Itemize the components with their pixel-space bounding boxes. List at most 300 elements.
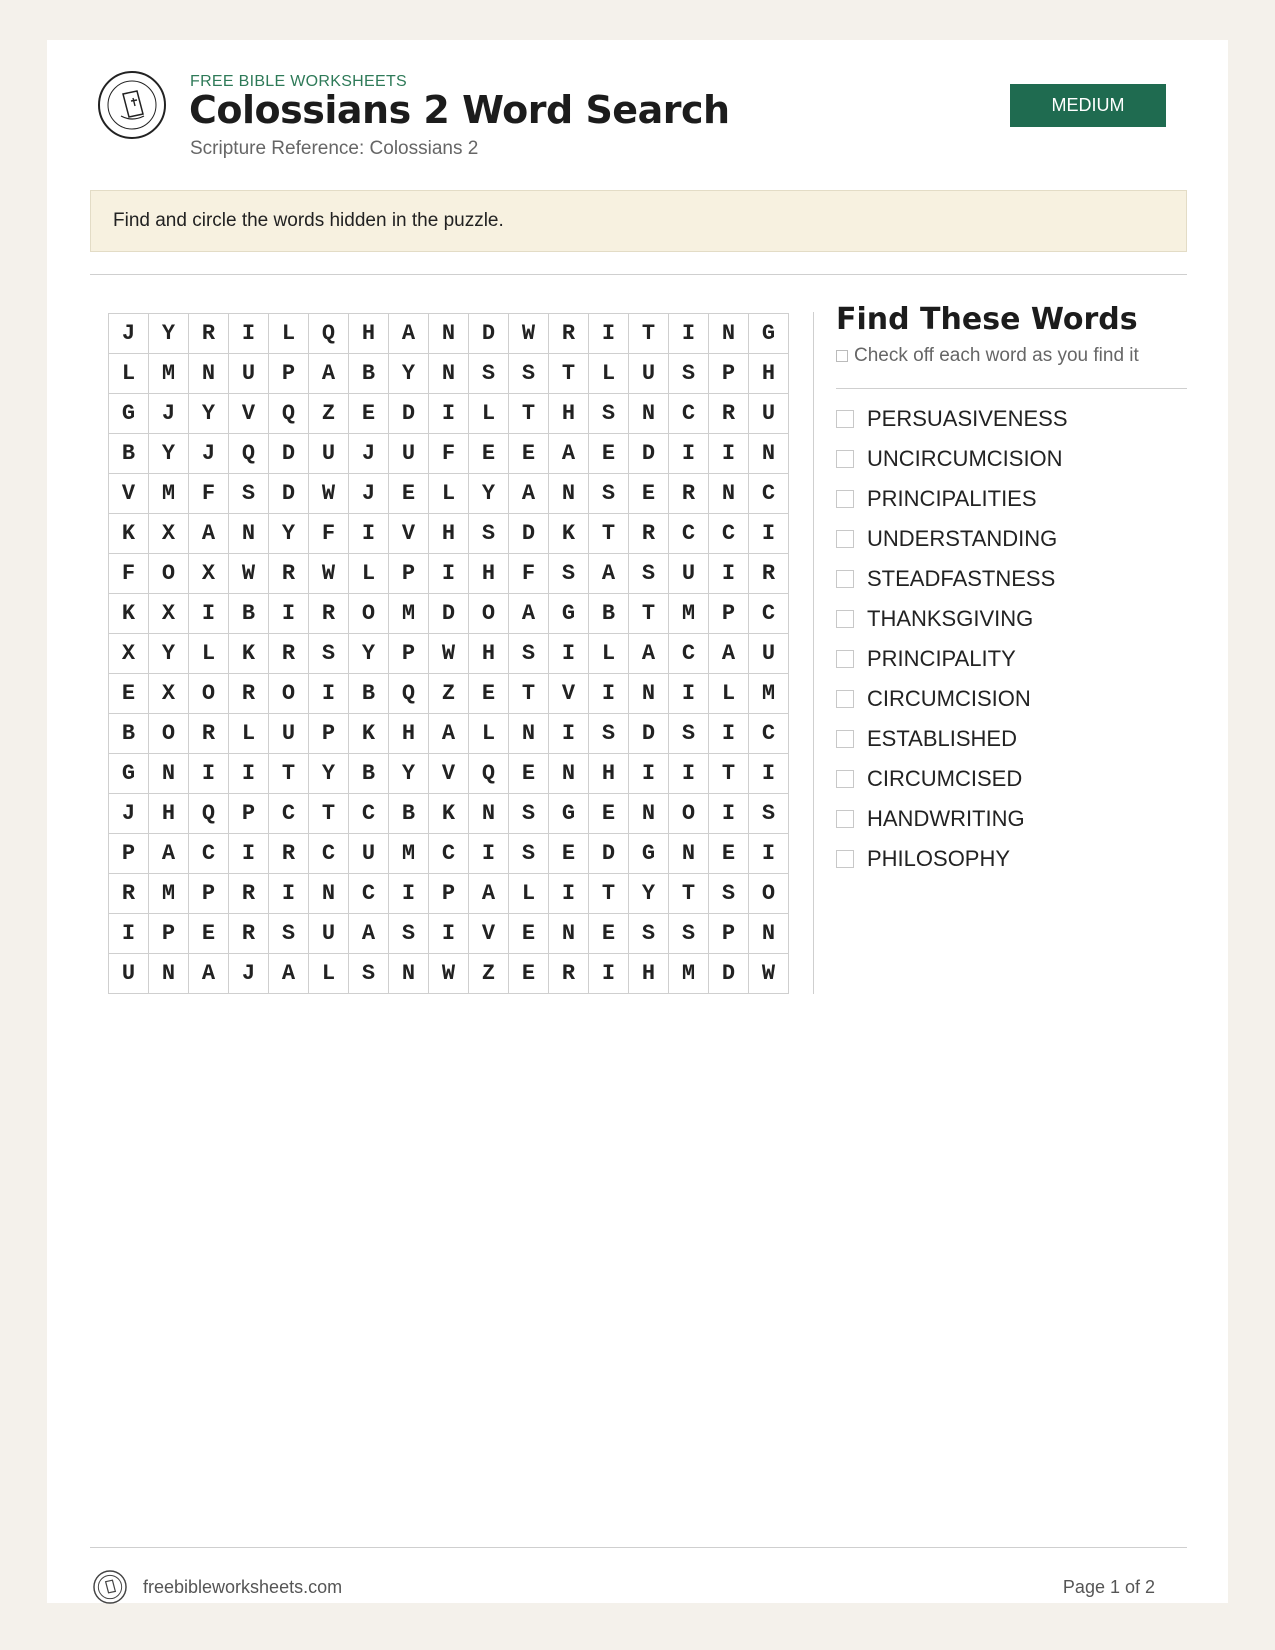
grid-cell[interactable]: B [109, 714, 149, 754]
grid-cell[interactable]: M [669, 954, 709, 994]
grid-cell[interactable]: A [349, 914, 389, 954]
grid-cell[interactable]: S [269, 914, 309, 954]
word-checkbox[interactable] [836, 450, 854, 468]
grid-cell[interactable]: K [229, 634, 269, 674]
grid-cell[interactable]: U [309, 914, 349, 954]
grid-cell[interactable]: U [389, 434, 429, 474]
grid-cell[interactable]: R [269, 834, 309, 874]
grid-cell[interactable]: P [389, 554, 429, 594]
grid-cell[interactable]: M [149, 354, 189, 394]
grid-cell[interactable]: I [669, 314, 709, 354]
grid-cell[interactable]: N [429, 354, 469, 394]
grid-cell[interactable]: L [469, 714, 509, 754]
grid-cell[interactable]: S [549, 554, 589, 594]
grid-cell[interactable]: E [589, 794, 629, 834]
grid-cell[interactable]: F [509, 554, 549, 594]
grid-cell[interactable]: O [149, 554, 189, 594]
grid-cell[interactable]: D [509, 514, 549, 554]
grid-cell[interactable]: U [349, 834, 389, 874]
grid-cell[interactable]: A [509, 474, 549, 514]
grid-cell[interactable]: Y [189, 394, 229, 434]
grid-cell[interactable]: U [749, 634, 789, 674]
grid-cell[interactable]: P [709, 354, 749, 394]
grid-cell[interactable]: U [229, 354, 269, 394]
grid-cell[interactable]: C [349, 874, 389, 914]
grid-cell[interactable]: J [149, 394, 189, 434]
grid-cell[interactable]: P [269, 354, 309, 394]
grid-cell[interactable]: C [749, 474, 789, 514]
grid-cell[interactable]: Q [309, 314, 349, 354]
grid-cell[interactable]: O [669, 794, 709, 834]
grid-cell[interactable]: R [229, 874, 269, 914]
grid-cell[interactable]: E [509, 954, 549, 994]
grid-cell[interactable]: R [709, 394, 749, 434]
word-checkbox[interactable] [836, 810, 854, 828]
grid-cell[interactable]: R [309, 594, 349, 634]
grid-cell[interactable]: O [149, 714, 189, 754]
grid-cell[interactable]: D [269, 434, 309, 474]
grid-cell[interactable]: I [669, 754, 709, 794]
grid-cell[interactable]: S [589, 394, 629, 434]
grid-cell[interactable]: X [109, 634, 149, 674]
grid-cell[interactable]: Y [389, 354, 429, 394]
grid-cell[interactable]: H [469, 554, 509, 594]
grid-cell[interactable]: N [709, 314, 749, 354]
grid-cell[interactable]: B [349, 674, 389, 714]
grid-cell[interactable]: H [469, 634, 509, 674]
grid-cell[interactable]: L [589, 354, 629, 394]
grid-cell[interactable]: C [349, 794, 389, 834]
word-checkbox[interactable] [836, 850, 854, 868]
grid-cell[interactable]: L [309, 954, 349, 994]
grid-cell[interactable]: J [349, 434, 389, 474]
grid-cell[interactable]: N [749, 914, 789, 954]
grid-cell[interactable]: K [109, 594, 149, 634]
grid-cell[interactable]: E [389, 474, 429, 514]
grid-cell[interactable]: A [509, 594, 549, 634]
grid-cell[interactable]: N [629, 674, 669, 714]
grid-cell[interactable]: S [509, 794, 549, 834]
grid-cell[interactable]: I [429, 914, 469, 954]
grid-cell[interactable]: U [669, 554, 709, 594]
grid-cell[interactable]: E [349, 394, 389, 434]
grid-cell[interactable]: E [189, 914, 229, 954]
grid-cell[interactable]: I [589, 674, 629, 714]
grid-cell[interactable]: X [149, 514, 189, 554]
grid-cell[interactable]: Z [469, 954, 509, 994]
grid-cell[interactable]: Q [229, 434, 269, 474]
grid-cell[interactable]: T [669, 874, 709, 914]
word-checkbox[interactable] [836, 690, 854, 708]
grid-cell[interactable]: Y [269, 514, 309, 554]
grid-cell[interactable]: S [669, 914, 709, 954]
grid-cell[interactable]: N [429, 314, 469, 354]
grid-cell[interactable]: A [269, 954, 309, 994]
grid-cell[interactable]: I [389, 874, 429, 914]
grid-cell[interactable]: S [629, 554, 669, 594]
grid-cell[interactable]: J [349, 474, 389, 514]
grid-cell[interactable]: I [429, 554, 469, 594]
grid-cell[interactable]: Y [469, 474, 509, 514]
word-checkbox[interactable] [836, 490, 854, 508]
grid-cell[interactable]: L [709, 674, 749, 714]
grid-cell[interactable]: E [509, 754, 549, 794]
grid-cell[interactable]: Q [469, 754, 509, 794]
grid-cell[interactable]: S [229, 474, 269, 514]
grid-cell[interactable]: E [709, 834, 749, 874]
grid-cell[interactable]: A [309, 354, 349, 394]
word-checkbox[interactable] [836, 410, 854, 428]
grid-cell[interactable]: A [589, 554, 629, 594]
grid-cell[interactable]: S [469, 514, 509, 554]
grid-cell[interactable]: O [469, 594, 509, 634]
word-checkbox[interactable] [836, 730, 854, 748]
grid-cell[interactable]: I [709, 554, 749, 594]
grid-cell[interactable]: C [309, 834, 349, 874]
grid-cell[interactable]: D [709, 954, 749, 994]
grid-cell[interactable]: A [189, 514, 229, 554]
grid-cell[interactable]: F [109, 554, 149, 594]
grid-cell[interactable]: N [749, 434, 789, 474]
grid-cell[interactable]: H [589, 754, 629, 794]
grid-cell[interactable]: Q [189, 794, 229, 834]
grid-cell[interactable]: Q [269, 394, 309, 434]
grid-cell[interactable]: P [109, 834, 149, 874]
grid-cell[interactable]: J [109, 314, 149, 354]
grid-cell[interactable]: I [749, 834, 789, 874]
grid-cell[interactable]: D [469, 314, 509, 354]
grid-cell[interactable]: T [629, 594, 669, 634]
grid-cell[interactable]: I [709, 714, 749, 754]
grid-cell[interactable]: I [549, 714, 589, 754]
grid-cell[interactable]: N [549, 754, 589, 794]
grid-cell[interactable]: P [429, 874, 469, 914]
grid-cell[interactable]: C [189, 834, 229, 874]
grid-cell[interactable]: K [549, 514, 589, 554]
grid-cell[interactable]: W [429, 954, 469, 994]
grid-cell[interactable]: W [309, 474, 349, 514]
grid-cell[interactable]: E [109, 674, 149, 714]
grid-cell[interactable]: E [469, 434, 509, 474]
grid-cell[interactable]: I [549, 634, 589, 674]
grid-cell[interactable]: I [669, 434, 709, 474]
grid-cell[interactable]: V [389, 514, 429, 554]
word-checkbox[interactable] [836, 650, 854, 668]
grid-cell[interactable]: H [629, 954, 669, 994]
grid-cell[interactable]: O [749, 874, 789, 914]
grid-cell[interactable]: Y [149, 634, 189, 674]
grid-cell[interactable]: N [629, 394, 669, 434]
grid-cell[interactable]: I [469, 834, 509, 874]
grid-cell[interactable]: L [429, 474, 469, 514]
grid-cell[interactable]: D [429, 594, 469, 634]
grid-cell[interactable]: Y [389, 754, 429, 794]
grid-cell[interactable]: N [549, 914, 589, 954]
grid-cell[interactable]: R [229, 914, 269, 954]
grid-cell[interactable]: G [549, 594, 589, 634]
grid-cell[interactable]: C [669, 514, 709, 554]
grid-cell[interactable]: U [109, 954, 149, 994]
grid-cell[interactable]: T [589, 514, 629, 554]
grid-cell[interactable]: E [589, 434, 629, 474]
grid-cell[interactable]: G [549, 794, 589, 834]
grid-cell[interactable]: Y [309, 754, 349, 794]
grid-cell[interactable]: S [509, 634, 549, 674]
grid-cell[interactable]: A [429, 714, 469, 754]
word-checkbox[interactable] [836, 530, 854, 548]
grid-cell[interactable]: K [429, 794, 469, 834]
grid-cell[interactable]: T [549, 354, 589, 394]
grid-cell[interactable]: P [229, 794, 269, 834]
grid-cell[interactable]: S [629, 914, 669, 954]
grid-cell[interactable]: C [669, 394, 709, 434]
grid-cell[interactable]: N [629, 794, 669, 834]
word-checkbox[interactable] [836, 570, 854, 588]
grid-cell[interactable]: S [309, 634, 349, 674]
grid-cell[interactable]: I [189, 594, 229, 634]
grid-cell[interactable]: O [269, 674, 309, 714]
grid-cell[interactable]: S [749, 794, 789, 834]
grid-cell[interactable]: E [629, 474, 669, 514]
grid-cell[interactable]: M [149, 474, 189, 514]
grid-cell[interactable]: S [349, 954, 389, 994]
grid-cell[interactable]: V [549, 674, 589, 714]
grid-cell[interactable]: M [389, 834, 429, 874]
grid-cell[interactable]: M [389, 594, 429, 634]
grid-cell[interactable]: M [669, 594, 709, 634]
grid-cell[interactable]: J [189, 434, 229, 474]
grid-cell[interactable]: R [189, 314, 229, 354]
grid-cell[interactable]: W [229, 554, 269, 594]
grid-cell[interactable]: P [709, 914, 749, 954]
grid-cell[interactable]: T [509, 674, 549, 714]
grid-cell[interactable]: Q [389, 674, 429, 714]
grid-cell[interactable]: I [229, 314, 269, 354]
grid-cell[interactable]: C [269, 794, 309, 834]
grid-cell[interactable]: X [149, 674, 189, 714]
grid-cell[interactable]: S [469, 354, 509, 394]
grid-cell[interactable]: Y [149, 434, 189, 474]
grid-cell[interactable]: H [749, 354, 789, 394]
grid-cell[interactable]: T [269, 754, 309, 794]
grid-cell[interactable]: J [229, 954, 269, 994]
grid-cell[interactable]: B [109, 434, 149, 474]
grid-cell[interactable]: M [749, 674, 789, 714]
grid-cell[interactable]: L [349, 554, 389, 594]
grid-cell[interactable]: U [309, 434, 349, 474]
grid-cell[interactable]: E [509, 914, 549, 954]
grid-cell[interactable]: G [109, 394, 149, 434]
grid-cell[interactable]: R [549, 954, 589, 994]
grid-cell[interactable]: T [509, 394, 549, 434]
grid-cell[interactable]: I [229, 834, 269, 874]
grid-cell[interactable]: F [429, 434, 469, 474]
grid-cell[interactable]: T [589, 874, 629, 914]
grid-cell[interactable]: E [589, 914, 629, 954]
grid-cell[interactable]: I [669, 674, 709, 714]
grid-cell[interactable]: P [309, 714, 349, 754]
grid-cell[interactable]: S [589, 714, 629, 754]
grid-cell[interactable]: R [229, 674, 269, 714]
grid-cell[interactable]: O [189, 674, 229, 714]
grid-cell[interactable]: C [709, 514, 749, 554]
grid-cell[interactable]: B [229, 594, 269, 634]
grid-cell[interactable]: R [189, 714, 229, 754]
grid-cell[interactable]: N [709, 474, 749, 514]
grid-cell[interactable]: L [509, 874, 549, 914]
grid-cell[interactable]: I [709, 794, 749, 834]
grid-cell[interactable]: G [109, 754, 149, 794]
grid-cell[interactable]: P [189, 874, 229, 914]
grid-cell[interactable]: G [749, 314, 789, 354]
grid-cell[interactable]: W [309, 554, 349, 594]
grid-cell[interactable]: Z [429, 674, 469, 714]
grid-cell[interactable]: O [349, 594, 389, 634]
grid-cell[interactable]: H [349, 314, 389, 354]
grid-cell[interactable]: E [469, 674, 509, 714]
grid-cell[interactable]: N [149, 754, 189, 794]
grid-cell[interactable]: S [509, 354, 549, 394]
grid-cell[interactable]: W [429, 634, 469, 674]
grid-cell[interactable]: I [229, 754, 269, 794]
grid-cell[interactable]: I [189, 754, 229, 794]
grid-cell[interactable]: X [149, 594, 189, 634]
grid-cell[interactable]: H [549, 394, 589, 434]
grid-cell[interactable]: I [589, 314, 629, 354]
grid-cell[interactable]: V [429, 754, 469, 794]
grid-cell[interactable]: E [549, 834, 589, 874]
grid-cell[interactable]: P [709, 594, 749, 634]
grid-cell[interactable]: H [389, 714, 429, 754]
grid-cell[interactable]: R [109, 874, 149, 914]
grid-cell[interactable]: K [349, 714, 389, 754]
grid-cell[interactable]: D [589, 834, 629, 874]
grid-cell[interactable]: T [309, 794, 349, 834]
grid-cell[interactable]: N [189, 354, 229, 394]
grid-cell[interactable]: A [389, 314, 429, 354]
grid-cell[interactable]: I [589, 954, 629, 994]
grid-cell[interactable]: D [389, 394, 429, 434]
grid-cell[interactable]: S [589, 474, 629, 514]
grid-cell[interactable]: L [109, 354, 149, 394]
grid-cell[interactable]: E [509, 434, 549, 474]
grid-cell[interactable]: U [269, 714, 309, 754]
grid-cell[interactable]: A [709, 634, 749, 674]
grid-cell[interactable]: A [469, 874, 509, 914]
grid-cell[interactable]: N [389, 954, 429, 994]
grid-cell[interactable]: C [429, 834, 469, 874]
grid-cell[interactable]: I [749, 754, 789, 794]
grid-cell[interactable]: R [269, 554, 309, 594]
grid-cell[interactable]: S [709, 874, 749, 914]
grid-cell[interactable]: S [669, 714, 709, 754]
grid-cell[interactable]: I [749, 514, 789, 554]
grid-cell[interactable]: I [709, 434, 749, 474]
grid-cell[interactable]: K [109, 514, 149, 554]
grid-cell[interactable]: I [549, 874, 589, 914]
grid-cell[interactable]: Y [349, 634, 389, 674]
grid-cell[interactable]: I [109, 914, 149, 954]
grid-cell[interactable]: D [629, 434, 669, 474]
grid-cell[interactable]: X [189, 554, 229, 594]
grid-cell[interactable]: A [149, 834, 189, 874]
grid-cell[interactable]: N [469, 794, 509, 834]
word-checkbox[interactable] [836, 610, 854, 628]
grid-cell[interactable]: C [749, 594, 789, 634]
grid-cell[interactable]: N [149, 954, 189, 994]
grid-cell[interactable]: R [669, 474, 709, 514]
grid-cell[interactable]: C [669, 634, 709, 674]
grid-cell[interactable]: V [469, 914, 509, 954]
grid-cell[interactable]: U [749, 394, 789, 434]
grid-cell[interactable]: V [109, 474, 149, 514]
grid-cell[interactable]: R [749, 554, 789, 594]
grid-cell[interactable]: I [629, 754, 669, 794]
grid-cell[interactable]: J [109, 794, 149, 834]
grid-cell[interactable]: A [629, 634, 669, 674]
grid-cell[interactable]: B [349, 354, 389, 394]
grid-cell[interactable]: F [309, 514, 349, 554]
grid-cell[interactable]: I [309, 674, 349, 714]
grid-cell[interactable]: T [709, 754, 749, 794]
grid-cell[interactable]: Y [149, 314, 189, 354]
grid-cell[interactable]: C [749, 714, 789, 754]
grid-cell[interactable]: R [629, 514, 669, 554]
grid-cell[interactable]: I [349, 514, 389, 554]
grid-cell[interactable]: Y [629, 874, 669, 914]
grid-cell[interactable]: D [269, 474, 309, 514]
grid-cell[interactable]: I [429, 394, 469, 434]
grid-cell[interactable]: L [469, 394, 509, 434]
grid-cell[interactable]: V [229, 394, 269, 434]
grid-cell[interactable]: T [629, 314, 669, 354]
grid-cell[interactable]: M [149, 874, 189, 914]
grid-cell[interactable]: N [509, 714, 549, 754]
grid-cell[interactable]: H [149, 794, 189, 834]
grid-cell[interactable]: L [589, 634, 629, 674]
grid-cell[interactable]: L [189, 634, 229, 674]
grid-cell[interactable]: H [429, 514, 469, 554]
grid-cell[interactable]: B [349, 754, 389, 794]
grid-cell[interactable]: W [749, 954, 789, 994]
grid-cell[interactable]: R [549, 314, 589, 354]
grid-cell[interactable]: R [269, 634, 309, 674]
grid-cell[interactable]: S [669, 354, 709, 394]
grid-cell[interactable]: I [269, 874, 309, 914]
grid-cell[interactable]: N [309, 874, 349, 914]
grid-cell[interactable]: Z [309, 394, 349, 434]
grid-cell[interactable]: D [629, 714, 669, 754]
grid-cell[interactable]: U [629, 354, 669, 394]
grid-cell[interactable]: B [389, 794, 429, 834]
grid-cell[interactable]: G [629, 834, 669, 874]
grid-cell[interactable]: I [269, 594, 309, 634]
grid-cell[interactable]: A [549, 434, 589, 474]
grid-cell[interactable]: W [509, 314, 549, 354]
grid-cell[interactable]: N [229, 514, 269, 554]
grid-cell[interactable]: L [269, 314, 309, 354]
grid-cell[interactable]: S [389, 914, 429, 954]
grid-cell[interactable]: L [229, 714, 269, 754]
grid-cell[interactable]: P [149, 914, 189, 954]
grid-cell[interactable]: A [189, 954, 229, 994]
grid-cell[interactable]: P [389, 634, 429, 674]
grid-cell[interactable]: S [509, 834, 549, 874]
grid-cell[interactable]: B [589, 594, 629, 634]
word-checkbox[interactable] [836, 770, 854, 788]
grid-cell[interactable]: F [189, 474, 229, 514]
grid-cell[interactable]: N [669, 834, 709, 874]
